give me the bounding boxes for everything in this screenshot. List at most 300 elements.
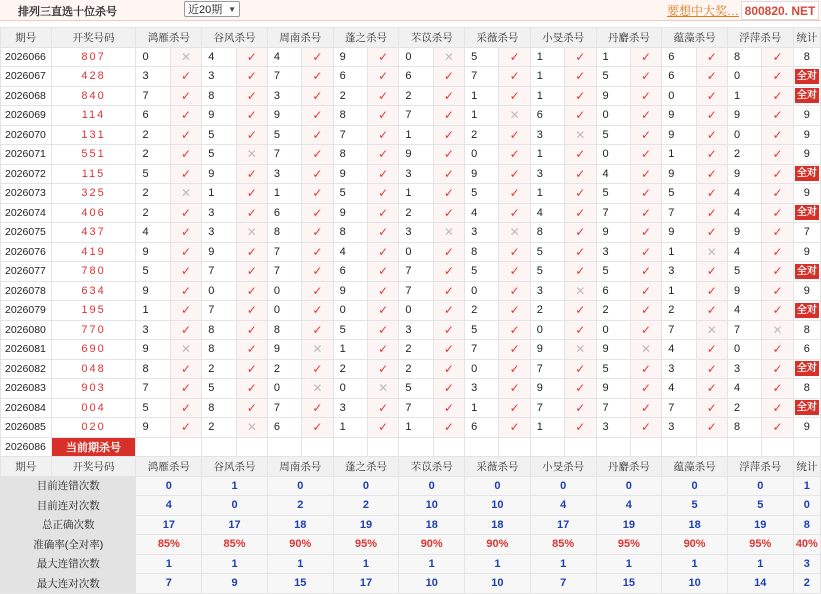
kill-number-cell: 1 [399, 418, 433, 438]
kill-number-cell: 1 [727, 86, 761, 106]
check-icon: ✓ [499, 379, 530, 399]
kill-number-cell: 3 [202, 223, 236, 243]
stats-value: 0 [727, 476, 793, 496]
check-icon: ✓ [302, 418, 333, 438]
header-row [1, 457, 821, 477]
correct-count: 9 [803, 187, 810, 200]
kill-number-cell: 1 [530, 145, 564, 165]
check-icon: ✓ [302, 398, 333, 418]
kill-number-cell: 8 [727, 47, 761, 67]
site-watermark: 800820. NET [741, 1, 819, 20]
check-icon: ✓ [170, 320, 201, 340]
all-correct-badge: 全对 [796, 363, 817, 375]
stats-value: 1 [333, 554, 399, 574]
correct-count: 8 [803, 382, 810, 395]
check-icon: ✓ [696, 359, 727, 379]
stats-value: 18 [267, 515, 333, 535]
kill-number-cell: 2 [267, 359, 301, 379]
check-icon: ✓ [433, 262, 464, 282]
kill-number-cell: 7 [202, 301, 236, 321]
check-icon: ✓ [630, 320, 661, 340]
kill-number-cell: 9 [727, 223, 761, 243]
stats-value: 0 [267, 476, 333, 496]
period-cell: 2026076 [1, 242, 52, 262]
check-icon: ✓ [565, 418, 596, 438]
check-icon: ✓ [368, 359, 399, 379]
empty-cell [499, 437, 530, 457]
stats-label: 目前连错次数 [1, 476, 136, 496]
kill-number-cell: 2 [136, 125, 170, 145]
kill-number-cell: 0 [727, 125, 761, 145]
check-icon: ✓ [433, 359, 464, 379]
check-icon: ✓ [630, 418, 661, 438]
draw-number-cell: 114 [51, 106, 136, 126]
kill-number-cell: 1 [465, 106, 499, 126]
kill-number-cell: 6 [662, 67, 696, 87]
stat-cell [793, 398, 820, 418]
check-icon: ✓ [499, 242, 530, 262]
correct-count: 7 [803, 226, 810, 239]
kill-number-cell: 0 [399, 301, 433, 321]
kill-number-cell: 4 [727, 301, 761, 321]
stats-value: 0 [793, 496, 820, 516]
check-icon: ✓ [302, 203, 333, 223]
kill-number-cell: 9 [530, 379, 564, 399]
kill-number-cell: 6 [333, 67, 367, 87]
current-kill-number: 9 [596, 437, 630, 457]
kill-number-cell: 5 [727, 262, 761, 282]
check-icon: ✓ [302, 242, 333, 262]
kill-number-cell: 4 [727, 242, 761, 262]
column-header: 芣苡杀号 [399, 457, 465, 477]
kill-number-cell: 2 [202, 359, 236, 379]
stats-value: 9 [202, 574, 268, 594]
check-icon: ✓ [433, 379, 464, 399]
kill-number-cell: 9 [596, 86, 630, 106]
check-icon: ✓ [630, 164, 661, 184]
stats-value: 0 [136, 476, 202, 496]
kill-number-cell: 2 [465, 301, 499, 321]
check-icon: ✓ [302, 223, 333, 243]
period-cell: 2026071 [1, 145, 52, 165]
table-row [1, 320, 821, 340]
kill-number-cell: 7 [399, 398, 433, 418]
current-kill-number: 4 [662, 437, 696, 457]
period-cell: 2026068 [1, 86, 52, 106]
correct-count: 9 [803, 284, 810, 297]
column-header: 丹麝杀号 [596, 28, 662, 48]
kill-number-cell: 5 [465, 262, 499, 282]
draw-number-cell: 807 [51, 47, 136, 67]
kill-number-cell: 9 [333, 281, 367, 301]
kill-number-cell: 5 [530, 242, 564, 262]
period-range-value: 近20期 [188, 4, 223, 16]
draw-number-cell: 551 [51, 145, 136, 165]
all-correct-badge: 全对 [796, 304, 817, 316]
stats-row [1, 496, 821, 516]
all-correct-badge: 全对 [796, 90, 817, 102]
check-icon: ✓ [170, 125, 201, 145]
check-icon: ✓ [565, 164, 596, 184]
period-range-select[interactable] [184, 1, 240, 17]
check-icon: ✓ [433, 340, 464, 360]
stat-cell [793, 281, 820, 301]
stats-value: 17 [530, 515, 596, 535]
table-row [1, 359, 821, 379]
column-header: 开奖号码 [51, 28, 136, 48]
check-icon: ✓ [696, 379, 727, 399]
kill-number-cell: 7 [727, 320, 761, 340]
stats-value: 1 [793, 476, 820, 496]
check-icon: ✓ [302, 184, 333, 204]
check-icon: ✓ [302, 262, 333, 282]
kill-number-cell: 9 [333, 203, 367, 223]
kill-number-cell: 0 [136, 47, 170, 67]
kill-number-cell: 3 [662, 359, 696, 379]
kill-number-cell: 1 [202, 184, 236, 204]
check-icon: ✓ [236, 125, 267, 145]
check-icon: ✓ [630, 281, 661, 301]
empty-cell [170, 437, 201, 457]
check-icon: ✓ [236, 203, 267, 223]
chevron-down-icon: ▼ [228, 5, 236, 14]
stats-value: 1 [465, 554, 531, 574]
check-icon: ✓ [696, 47, 727, 67]
draw-number-cell: 419 [51, 242, 136, 262]
kill-number-cell: 8 [333, 223, 367, 243]
kill-number-cell: 0 [333, 379, 367, 399]
check-icon: ✓ [236, 106, 267, 126]
check-icon: ✓ [170, 379, 201, 399]
kill-number-cell: 1 [465, 86, 499, 106]
period-cell: 2026082 [1, 359, 52, 379]
kill-number-cell: 7 [136, 379, 170, 399]
check-icon: ✓ [630, 359, 661, 379]
kill-number-cell: 4 [662, 340, 696, 360]
check-icon: ✓ [433, 145, 464, 165]
check-icon: ✓ [499, 418, 530, 438]
kill-number-cell: 0 [465, 145, 499, 165]
check-icon: ✓ [170, 262, 201, 282]
check-icon: ✓ [696, 203, 727, 223]
stats-row [1, 515, 821, 535]
stats-value: 10 [465, 496, 531, 516]
table-row [1, 106, 821, 126]
kill-number-cell: 2 [399, 359, 433, 379]
period-cell: 2026077 [1, 262, 52, 282]
stats-value: 7 [136, 574, 202, 594]
check-icon: ✓ [565, 86, 596, 106]
kill-number-cell: 0 [662, 86, 696, 106]
kill-number-cell: 6 [596, 281, 630, 301]
draw-number-cell: 004 [51, 398, 136, 418]
kill-number-cell: 3 [465, 223, 499, 243]
kill-number-cell: 1 [662, 242, 696, 262]
empty-cell [565, 437, 596, 457]
check-icon: ✓ [630, 47, 661, 67]
empty-cell [368, 437, 399, 457]
stats-value: 10 [399, 496, 465, 516]
stats-value: 4 [530, 496, 596, 516]
column-header: 周南杀号 [267, 28, 333, 48]
kill-number-cell: 7 [596, 203, 630, 223]
stats-value: 18 [399, 515, 465, 535]
header-row [1, 28, 821, 48]
kill-number-cell: 9 [333, 164, 367, 184]
kill-number-cell: 0 [727, 67, 761, 87]
column-header: 鸿雁杀号 [136, 457, 202, 477]
kill-number-cell: 4 [136, 223, 170, 243]
stats-value: 0 [662, 476, 728, 496]
stats-value: 15 [596, 574, 662, 594]
kill-number-cell: 4 [727, 379, 761, 399]
check-icon: ✓ [236, 340, 267, 360]
check-icon: ✓ [302, 164, 333, 184]
check-icon: ✓ [630, 184, 661, 204]
check-icon: ✓ [302, 281, 333, 301]
all-correct-badge: 全对 [796, 168, 817, 180]
stats-value: 0 [530, 476, 596, 496]
column-header: 蓬之杀号 [333, 28, 399, 48]
stat-cell [793, 106, 820, 126]
stats-value: 18 [465, 515, 531, 535]
check-icon: ✓ [302, 301, 333, 321]
stats-value: 1 [399, 554, 465, 574]
current-kill-number: 9 [530, 437, 564, 457]
kill-number-cell: 6 [136, 106, 170, 126]
stat-cell [793, 223, 820, 243]
check-icon: ✓ [170, 418, 201, 438]
check-icon: ✓ [170, 86, 201, 106]
kill-number-cell: 2 [136, 184, 170, 204]
check-icon: ✓ [696, 164, 727, 184]
stats-value: 19 [727, 515, 793, 535]
stats-value: 4 [136, 496, 202, 516]
table-row [1, 67, 821, 87]
kill-number-cell: 9 [596, 340, 630, 360]
kill-number-cell: 3 [267, 164, 301, 184]
cross-icon: ✕ [236, 418, 267, 438]
kill-number-cell: 4 [530, 203, 564, 223]
check-icon: ✓ [565, 242, 596, 262]
kill-number-cell: 0 [399, 242, 433, 262]
stats-label: 最大连错次数 [1, 554, 136, 574]
kill-number-cell: 5 [596, 67, 630, 87]
table-row [1, 242, 821, 262]
table-row [1, 281, 821, 301]
current-kill-number: 9 [465, 437, 499, 457]
stats-value: 1 [202, 554, 268, 574]
kill-number-cell: 1 [596, 47, 630, 67]
stats-value: 18 [662, 515, 728, 535]
kill-number-cell: 7 [202, 262, 236, 282]
check-icon: ✓ [368, 281, 399, 301]
check-icon: ✓ [762, 223, 793, 243]
kill-number-cell: 3 [136, 320, 170, 340]
period-cell: 2026085 [1, 418, 52, 438]
check-icon: ✓ [368, 242, 399, 262]
kill-number-cell: 4 [727, 184, 761, 204]
correct-count: 8 [803, 323, 810, 336]
kill-number-cell: 0 [202, 281, 236, 301]
kill-number-cell: 2 [333, 86, 367, 106]
stat-cell [793, 301, 820, 321]
stat-cell [793, 67, 820, 87]
check-icon: ✓ [236, 86, 267, 106]
kill-number-cell: 5 [596, 125, 630, 145]
current-kill-number: 6 [267, 437, 301, 457]
check-icon: ✓ [630, 106, 661, 126]
stats-value: 1 [136, 554, 202, 574]
stats-value: 95% [596, 535, 662, 555]
kill-number-cell: 1 [333, 340, 367, 360]
check-icon: ✓ [696, 86, 727, 106]
check-icon: ✓ [302, 125, 333, 145]
check-icon: ✓ [170, 67, 201, 87]
column-header: 小旻杀号 [530, 457, 596, 477]
promo-link[interactable]: 要想中大奖… [667, 4, 740, 18]
kill-number-cell: 1 [530, 184, 564, 204]
cross-icon: ✕ [236, 223, 267, 243]
check-icon: ✓ [762, 203, 793, 223]
check-icon: ✓ [433, 184, 464, 204]
column-header: 周南杀号 [267, 457, 333, 477]
table-row [1, 184, 821, 204]
kill-number-cell: 4 [596, 164, 630, 184]
kill-number-cell: 2 [136, 203, 170, 223]
table-row [1, 86, 821, 106]
kill-number-cell: 1 [530, 47, 564, 67]
kill-number-cell: 8 [530, 223, 564, 243]
check-icon: ✓ [236, 379, 267, 399]
check-icon: ✓ [499, 145, 530, 165]
kill-number-cell: 7 [399, 281, 433, 301]
stats-value: 2 [793, 574, 820, 594]
cross-icon: ✕ [433, 223, 464, 243]
kill-number-cell: 4 [202, 47, 236, 67]
check-icon: ✓ [762, 359, 793, 379]
stats-value: 5 [727, 496, 793, 516]
kill-number-cell: 6 [267, 203, 301, 223]
draw-number-cell: 840 [51, 86, 136, 106]
check-icon: ✓ [762, 262, 793, 282]
table-row [1, 398, 821, 418]
cross-icon: ✕ [236, 145, 267, 165]
kill-number-cell: 3 [267, 86, 301, 106]
check-icon: ✓ [630, 398, 661, 418]
check-icon: ✓ [499, 125, 530, 145]
kill-number-cell: 7 [267, 145, 301, 165]
stats-value: 10 [399, 574, 465, 594]
kill-number-cell: 2 [202, 418, 236, 438]
stats-label: 准确率(全对率) [1, 535, 136, 555]
stat-cell [793, 242, 820, 262]
kill-number-cell: 3 [596, 242, 630, 262]
kill-number-cell: 9 [727, 106, 761, 126]
stat-cell [793, 203, 820, 223]
check-icon: ✓ [302, 145, 333, 165]
stat-cell [793, 164, 820, 184]
check-icon: ✓ [170, 242, 201, 262]
period-cell: 2026070 [1, 125, 52, 145]
kill-number-cell: 2 [333, 359, 367, 379]
check-icon: ✓ [433, 398, 464, 418]
kill-number-cell: 6 [399, 67, 433, 87]
check-icon: ✓ [433, 203, 464, 223]
all-correct-badge: 全对 [796, 402, 817, 414]
stats-value: 0 [596, 476, 662, 496]
check-icon: ✓ [762, 86, 793, 106]
stats-value: 90% [662, 535, 728, 555]
check-icon: ✓ [630, 86, 661, 106]
check-icon: ✓ [368, 125, 399, 145]
kill-number-cell: 9 [136, 340, 170, 360]
check-icon: ✓ [762, 301, 793, 321]
kill-number-cell: 7 [267, 242, 301, 262]
draw-number-cell: 437 [51, 223, 136, 243]
all-correct-badge: 全对 [796, 265, 817, 277]
check-icon: ✓ [236, 281, 267, 301]
stats-row [1, 574, 821, 594]
stat-cell [793, 145, 820, 165]
period-cell: 2026066 [1, 47, 52, 67]
correct-count: 9 [803, 421, 810, 434]
kill-number-cell: 3 [727, 359, 761, 379]
check-icon: ✓ [499, 320, 530, 340]
check-icon: ✓ [302, 320, 333, 340]
kill-number-cell: 5 [136, 262, 170, 282]
table-row [1, 164, 821, 184]
kill-number-cell: 8 [267, 223, 301, 243]
kill-number-cell: 7 [530, 398, 564, 418]
kill-number-cell: 3 [662, 262, 696, 282]
current-kill-label: 当前期杀号 [51, 437, 136, 457]
kill-number-cell: 8 [202, 320, 236, 340]
column-header: 谷风杀号 [202, 28, 268, 48]
correct-count: 9 [803, 109, 810, 122]
kill-number-cell: 7 [662, 203, 696, 223]
kill-number-cell: 5 [202, 379, 236, 399]
kill-number-cell: 2 [530, 301, 564, 321]
kill-number-cell: 7 [662, 398, 696, 418]
stats-value: 85% [136, 535, 202, 555]
check-icon: ✓ [302, 106, 333, 126]
kill-number-cell: 9 [596, 379, 630, 399]
table-row [1, 418, 821, 438]
check-icon: ✓ [368, 418, 399, 438]
table-row [1, 125, 821, 145]
period-cell: 2026084 [1, 398, 52, 418]
check-icon: ✓ [762, 47, 793, 67]
cross-icon: ✕ [170, 184, 201, 204]
check-icon: ✓ [762, 418, 793, 438]
check-icon: ✓ [565, 379, 596, 399]
kill-number-cell: 0 [727, 340, 761, 360]
kill-number-cell: 7 [662, 320, 696, 340]
check-icon: ✓ [762, 281, 793, 301]
kill-number-cell: 4 [662, 379, 696, 399]
period-cell: 2026081 [1, 340, 52, 360]
check-icon: ✓ [499, 164, 530, 184]
kill-number-cell: 0 [596, 145, 630, 165]
column-header: 鸿雁杀号 [136, 28, 202, 48]
table-row [1, 379, 821, 399]
stats-value: 7 [530, 574, 596, 594]
table-row [1, 223, 821, 243]
column-header: 统计 [793, 457, 820, 477]
stat-cell [793, 184, 820, 204]
check-icon: ✓ [433, 301, 464, 321]
